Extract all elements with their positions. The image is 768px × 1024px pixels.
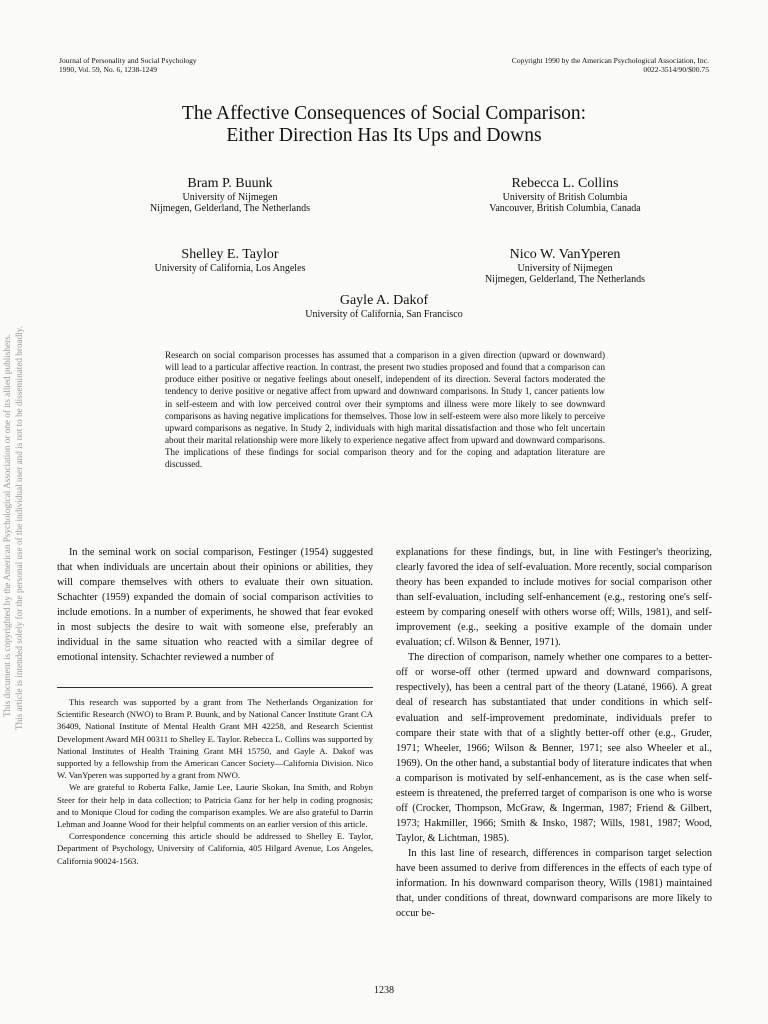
footnote-divider: [57, 687, 373, 688]
side-copyright-notice: This document is copyrighted by the American Psychological Association or one of its allied publishers.: [2, 334, 12, 717]
author-affiliation: University of British Columbia: [502, 192, 628, 203]
author-name: Gayle A. Dakof: [339, 293, 429, 308]
author-name: Shelley E. Taylor: [181, 247, 279, 262]
correspondence-note: Correspondence concerning this article should be addressed to Shelley E. Taylor, Department of Psychology, University of California, 405 Hilgard Avenue, Los Angeles, California 90024-1563.: [57, 831, 373, 866]
title-line-1: The Affective Consequences of Social Comparison:: [181, 103, 587, 124]
issn-line: 0022-3514/90/$00.75: [643, 64, 709, 74]
author-location: Vancouver, British Columbia, Canada: [489, 203, 641, 215]
journal-citation: [59, 57, 319, 74]
author-affiliation: University of California, San Francisco: [305, 309, 463, 320]
title-line-2: Either Direction Has Its Ups and Downs: [226, 125, 542, 146]
author-name: Rebecca L. Collins: [511, 176, 619, 191]
body-paragraph: In this last line of research, differences in comparison target selection have been assumed to derive from differences in the effects of each type of information. In his downward comparison theory, Wills (1981) maintained that, under conditions of threat, downward comparisons are more likely to occur be-: [396, 847, 712, 920]
abstract: Research on social comparison processes has assumed that a comparison in a given direction (upward or downward) will lead to a particular affective reaction. In contrast, the present two studies proposed and found that a comparison can produce either positive or negative feelings about oneself, independent of its direction. Several factors moderated the tendency to derive positive or negative affect from upward and downward comparisons. In Study 1, cancer patients low in self-esteem and with low perceived control over their symptoms and illness were more likely to see downward comparisons as having negative implications for themselves. Those low in self-esteem were also more likely to perceive upward comparisons as negative. In Study 2, individuals with high marital dissatisfaction and those who felt uncertain about their marital relationship were more likely to experience negative affect from upward and downward comparisons. The implications of these findings for social comparison theory and for the coping and adaptation literature are discussed.: [165, 350, 605, 470]
author-block-buunk: [90, 176, 370, 215]
body-paragraph: In the seminal work on social comparison, Festinger (1954) suggested that when individuals are uncertain about their opinions or abilities, they will compare themselves with others to evaluate their own situation. Schachter (1959) expanded the domain of social comparison activities to include emotions. In a number of experiments, he showed that fear evoked in most subjects the desire to wait with someone else, preferably an individual in the same situation who reacted with a similar degree of emotional intensity. Schachter reviewed a number of: [57, 547, 373, 664]
body-column-right: [396, 545, 712, 921]
copyright-line: Copyright 1990 by the American Psychological Association, Inc.: [511, 56, 709, 65]
author-block-vanyperen: [425, 247, 705, 286]
author-name: Bram P. Buunk: [187, 176, 273, 191]
side-usage-notice: This article is intended solely for the personal use of the individual user and is not to be disseminated broadly.: [14, 325, 24, 730]
article-title: [60, 103, 708, 147]
body-column-left: [57, 545, 373, 665]
page-number: 1238: [374, 985, 394, 996]
author-affiliation: University of Nijmegen: [182, 192, 278, 203]
author-affiliation: University of Nijmegen: [517, 263, 613, 274]
journal-volume: 1990, Vol. 59, No. 6, 1238-1249: [59, 64, 158, 74]
author-block-taylor: [90, 247, 370, 274]
author-block-dakof: [244, 293, 524, 320]
acknowledgment-note: We are grateful to Roberta Falke, Jamie Lee, Laurie Skokan, Ina Smith, and Robyn Steer for their help in data collection; to Patricia Ganz for her help in coding prognosis; and to Monique Cloud for coding the comparison examples. We are also grateful to Darrin Lehman and Joanne Wood for their helpful comments on an earlier version of this article.: [57, 782, 373, 830]
author-name: Nico W. VanYperen: [509, 247, 621, 262]
author-block-collins: [425, 176, 705, 215]
copyright-notice: [449, 57, 709, 74]
author-affiliation: University of California, Los Angeles: [154, 263, 306, 274]
author-location: Nijmegen, Gelderland, The Netherlands: [149, 203, 311, 215]
author-footnotes: [57, 696, 373, 867]
body-paragraph: The direction of comparison, namely whether one compares to a better-off or worse-off other (termed upward and downward comparisons, respectively), has been a central part of the theory (Latané, 1966). A great deal of research has substantiated that under conditions in which self-evaluation and self-improvement predominate, individuals prefer to compare their state with that of a slightly better-off other (e.g., Gruder, 1971; Wheeler, 1966; Wilson & Benner, 1971; see also Wheeler et al., 1969). On the other hand, a substantial body of literature indicates that when a comparison is motivated by self-enhancement, as is the case when self-esteem is threatened, the preferred target of comparison is one who is worse off (Crocker, Thompson, McGraw, & Ingerman, 1987; Friend & Gilbert, 1973; Hakmiller, 1966; Smith & Insko, 1987; Wills, 1981, 1987; Wood, Taylor, & Lichtman, 1985).: [396, 652, 712, 844]
journal-name: Journal of Personality and Social Psychology: [59, 56, 197, 65]
body-paragraph: explanations for these findings, but, in line with Festinger's theorizing, clearly favored the idea of self-evaluation. More recently, social comparison theory has been expanded to include motives for social comparison other than self-evaluation, including self-enhancement (e.g., restoring one's self-esteem by comparing oneself with others worse off; Wills, 1981), and self-improvement (e.g., seeking a positive example of the domain under evaluation; cf. Wilson & Benner, 1971).: [396, 547, 712, 649]
author-location: Nijmegen, Gelderland, The Netherlands: [484, 274, 646, 286]
funding-note: This research was supported by a grant from The Netherlands Organization for Scientific Research (NWO) to Bram P. Buunk, and by National Cancer Institute Grant CA 36409, National Institute of Mental Health Grant MH 42258, and Research Scientist Development Award MH 00311 to Shelley E. Taylor. Rebecca L. Collins was supported by National Institutes of Health Training Grant MH 15750, and Gayle A. Dakof was supported by a fellowship from the American Cancer Society—California Division. Nico W. VanYperen was supported by a grant from NWO.: [57, 697, 373, 781]
